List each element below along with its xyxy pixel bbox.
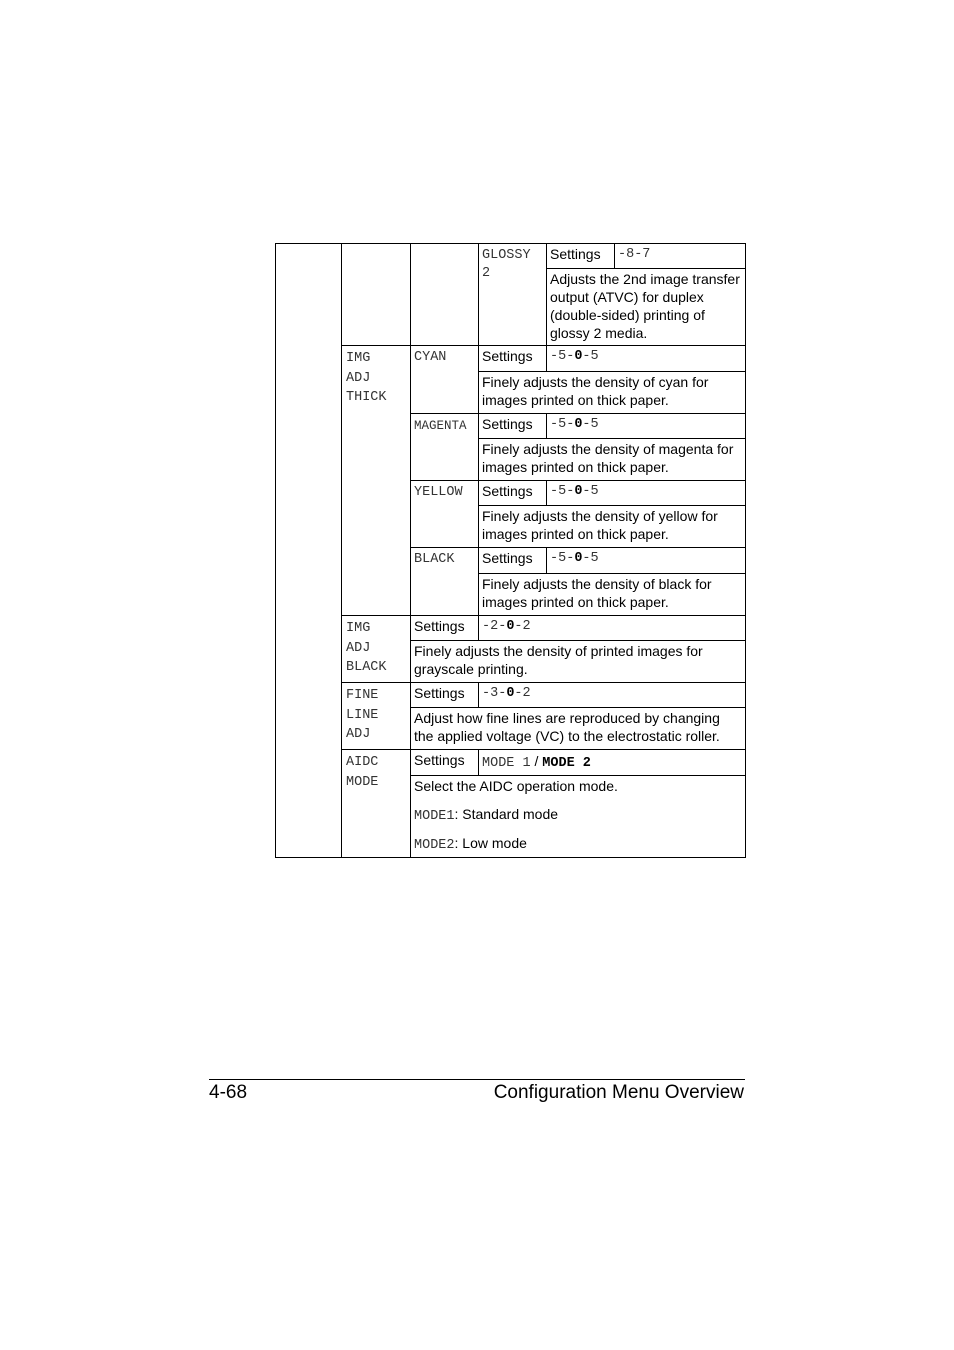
aidc-mode1-line [414,805,558,826]
menu-name-line: 2 [482,266,491,281]
value-max: -5 [582,349,599,364]
settings-label: Settings [482,483,533,499]
col-sep [546,413,547,439]
row-sep [478,438,746,439]
magenta-description [482,440,733,476]
settings-value [550,348,599,366]
menu-item-img-adj-black [346,619,387,678]
row-sep [410,707,746,708]
row-sep [410,640,746,641]
glossy2-description [550,270,740,342]
menu-item-black: BLACK [414,552,455,567]
settings-value [550,550,599,568]
description-line: grayscale printing. [414,661,528,677]
value-min: -2- [482,619,507,634]
footer-rule [209,1079,745,1080]
col-sep [614,243,615,268]
option-mode2-default: MODE 2 [542,756,591,771]
menu-item-aidc-mode [346,753,378,792]
col-sep [478,243,479,615]
col-sep [341,243,342,858]
value-max: -2 [514,619,531,634]
row-sep [478,371,746,372]
menu-name-line: THICK [346,390,387,405]
value-max: -5 [582,484,599,499]
row-sep [410,413,746,414]
description-line: Finely adjusts the density of printed images for [414,643,703,659]
settings-label: Settings [414,685,465,701]
value-min: -5- [550,484,575,499]
description-line: output (ATVC) for duplex [550,289,704,305]
menu-name-line: ADJ [346,370,371,386]
col-sep [546,243,547,346]
settings-label: Settings [414,618,465,634]
menu-name-line: FINE [346,688,379,703]
footer-title: Configuration Menu Overview [493,1082,744,1103]
row-sep [341,615,746,616]
settings-label: Settings [482,416,533,432]
value-default: 0 [574,484,583,499]
table-left-border [275,243,276,858]
row-sep [410,775,746,776]
row-sep [478,573,746,574]
menu-name-line: GLOSSY [482,248,531,263]
option-separator: / [530,753,543,769]
settings-label: Settings [414,752,465,768]
menu-item-img-adj-thick [346,349,387,408]
value-min: -5- [550,349,575,364]
menu-name-line: ADJ [346,640,371,656]
menu-name-line: AIDC [346,755,379,770]
col-sep [478,615,479,641]
description-line: images printed on thick paper. [482,392,669,408]
row-sep [478,505,746,506]
settings-value [482,685,531,703]
menu-item-magenta: MAGENTA [414,419,467,433]
mode-code: MODE1 [414,809,455,824]
col-sep [478,682,479,708]
description-line: the applied voltage (VC) to the electrostatic roller. [414,728,720,744]
row-sep [341,345,746,346]
value-default: 0 [574,417,583,432]
aidc-description: Select the AIDC operation mode. [414,778,618,794]
description-line: images printed on thick paper. [482,526,669,542]
menu-item-yellow: YELLOW [414,485,463,500]
table-right-border [745,243,746,858]
yellow-description [482,507,718,543]
settings-value [482,618,531,636]
menu-name-line: BLACK [346,660,387,675]
menu-name-line: LINE [346,707,379,723]
description-line: (double-sided) printing of [550,307,705,323]
value-default: 0 [574,551,583,566]
description-line: Adjust how fine lines are reproduced by changing [414,710,720,726]
col-sep [478,749,479,775]
settings-label: Settings [482,348,533,364]
fine-line-adj-description [414,709,720,745]
cyan-description [482,373,708,409]
description-line: glossy 2 media. [550,325,648,341]
aidc-mode2-line [414,834,527,855]
settings-value [550,416,599,434]
description-line: Finely adjusts the density of black for [482,576,712,592]
description-line: Finely adjusts the density of cyan for [482,374,709,390]
table-bottom-border [275,857,746,858]
description-line: Finely adjusts the density of yellow for [482,508,718,524]
row-sep [341,749,746,750]
menu-name-line: ADJ [346,727,371,742]
row-sep [410,547,746,548]
value-max: -2 [514,686,531,701]
settings-value: -8-7 [618,247,651,262]
menu-name-line: IMG [346,621,371,636]
menu-item-fine-line-adj [346,686,378,745]
settings-label: Settings [550,246,601,262]
value-max: -5 [582,417,599,432]
img-adj-black-description [414,642,703,678]
value-default: 0 [506,619,515,634]
col-sep [546,345,547,372]
value-default: 0 [574,349,583,364]
value-max: -5 [582,551,599,566]
col-sep [410,243,411,858]
row-sep [341,682,746,683]
mode-text: : Standard mode [454,806,559,822]
col-sep [546,480,547,506]
page-number: 4-68 [209,1082,248,1103]
mode-code: MODE2 [414,838,455,853]
description-line: images printed on thick paper. [482,594,669,610]
description-line: Finely adjusts the density of magenta for [482,441,734,457]
menu-item-cyan: CYAN [414,350,447,365]
col-sep [546,547,547,574]
settings-value [482,752,591,773]
description-line: Adjusts the 2nd image transfer [550,271,740,287]
mode-text: : Low mode [454,835,527,851]
option-mode1: MODE 1 [482,756,531,771]
row-sep [546,268,746,269]
value-min: -3- [482,686,507,701]
value-min: -5- [550,417,575,432]
settings-value [550,483,599,501]
settings-label: Settings [482,550,533,566]
table-top-border [275,243,746,244]
value-min: -5- [550,551,575,566]
value-default: 0 [506,686,515,701]
menu-name-line: MODE [346,774,379,790]
menu-item-glossy2 [482,247,531,283]
black-description [482,575,712,611]
row-sep [410,480,746,481]
description-line: images printed on thick paper. [482,459,669,475]
menu-name-line: IMG [346,351,371,366]
